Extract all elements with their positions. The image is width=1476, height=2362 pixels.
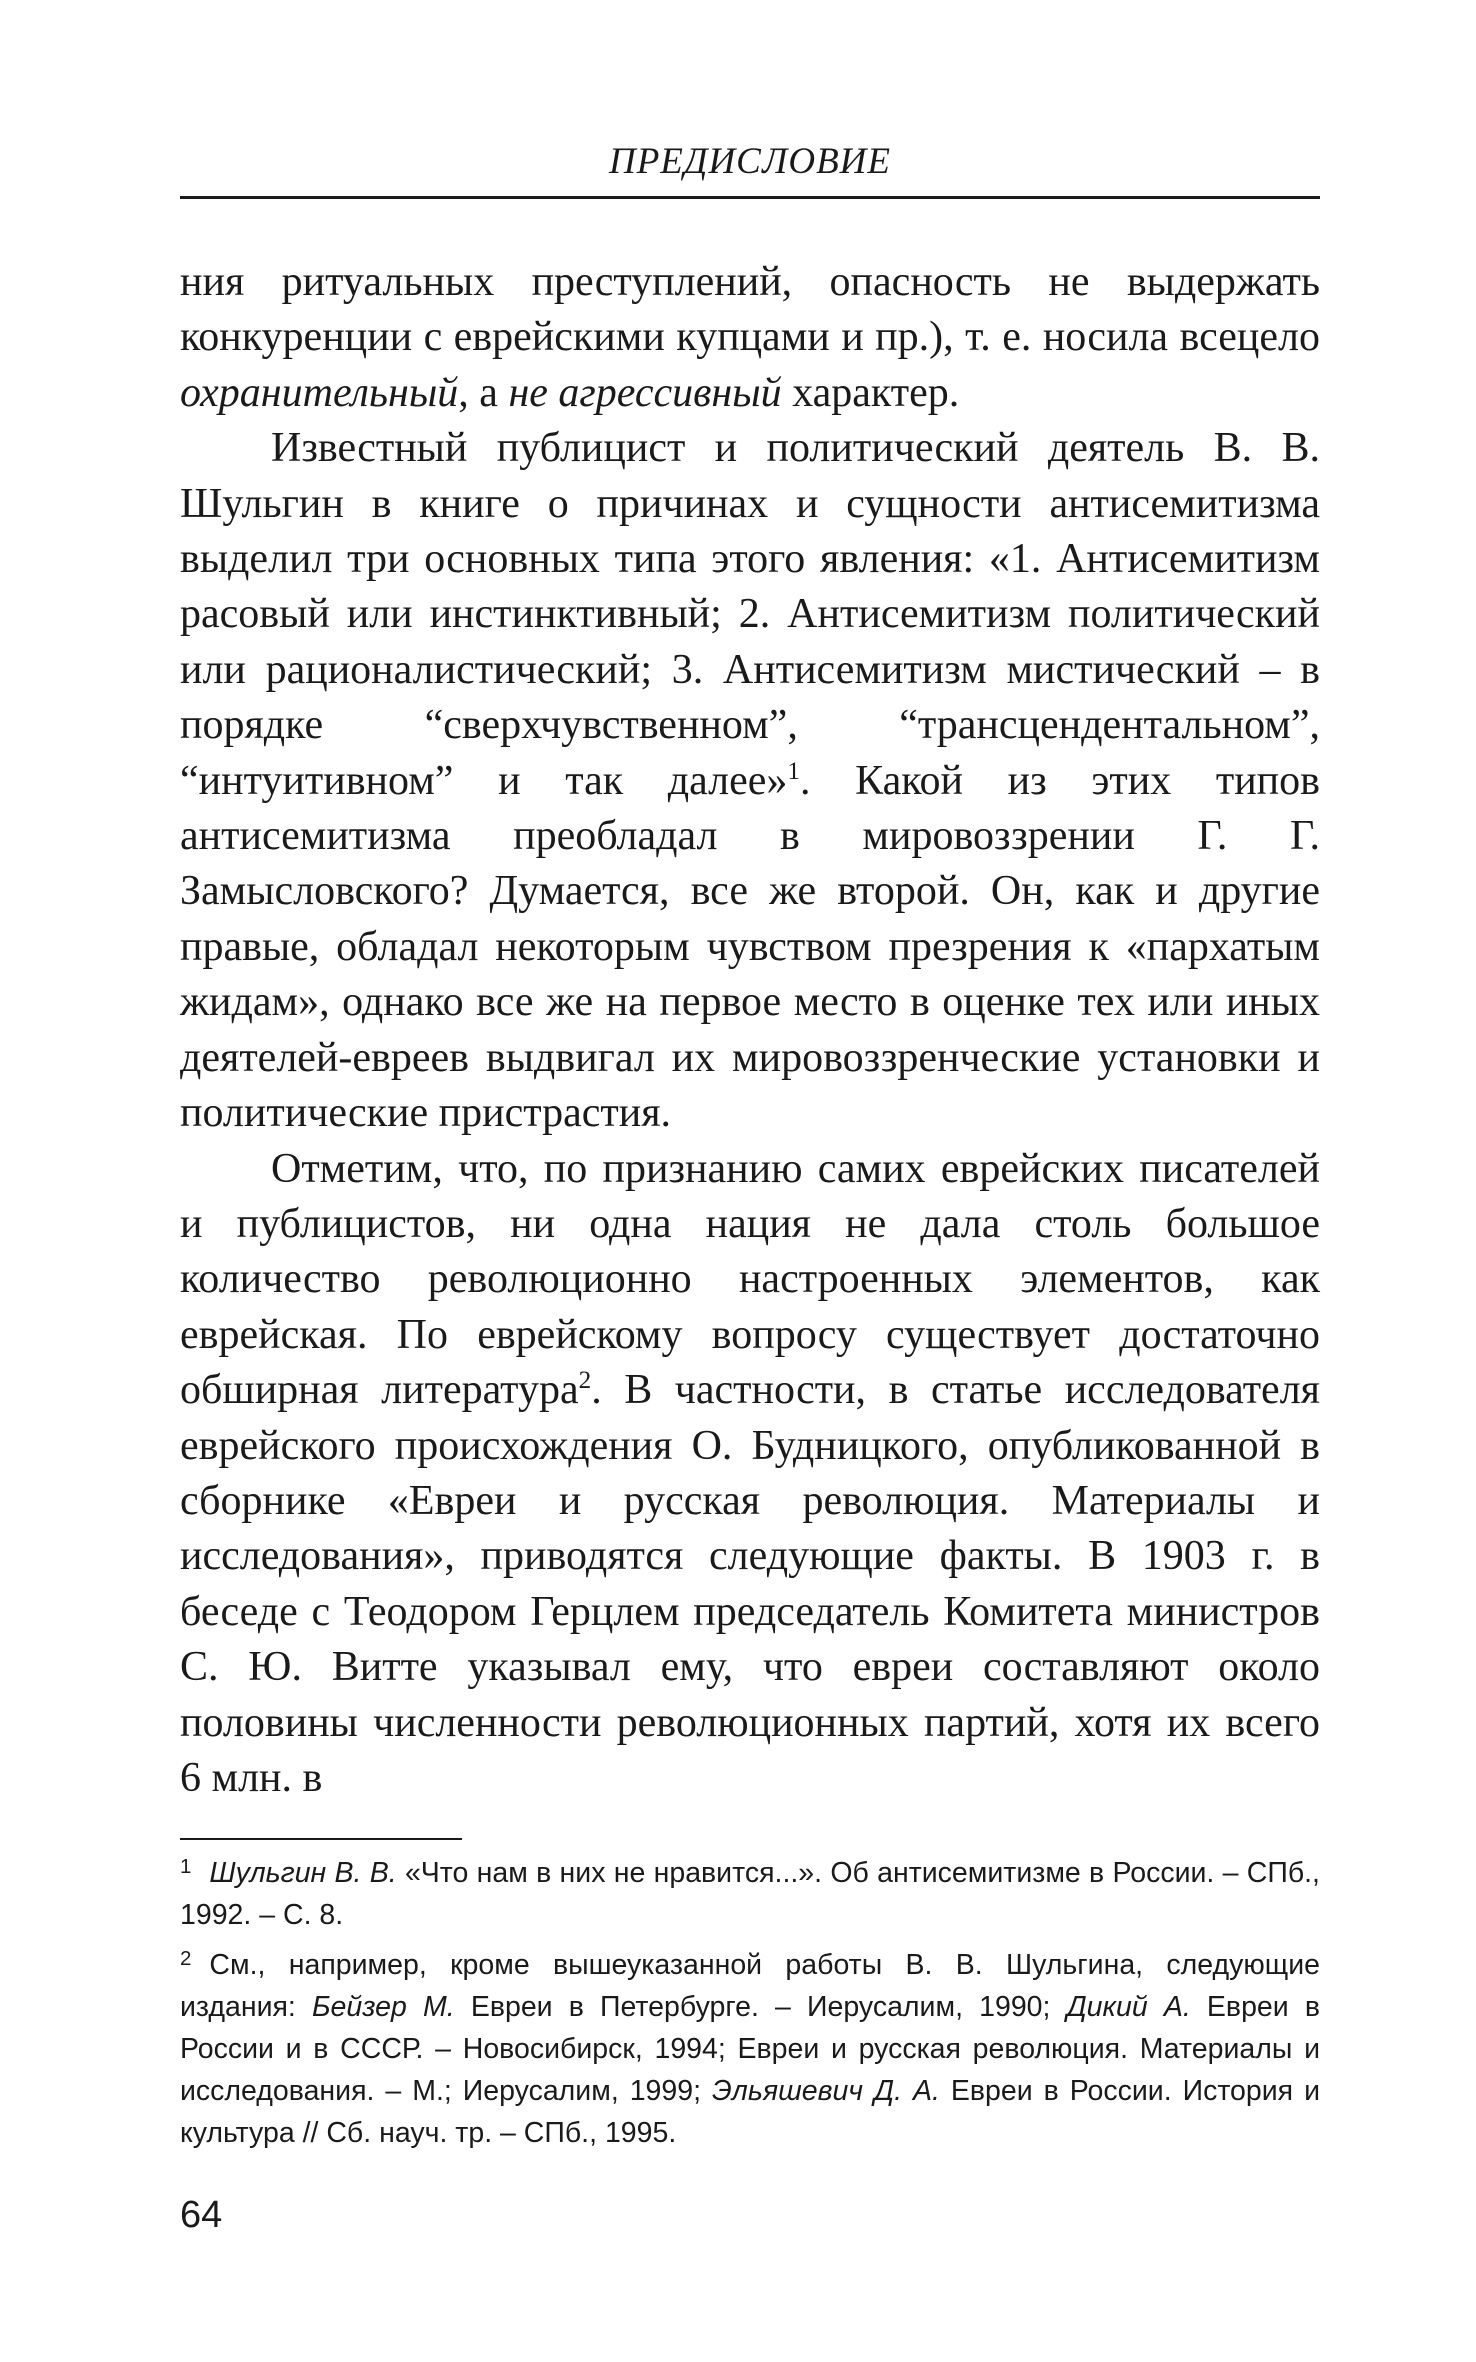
paragraph-2: Известный публицист и политический деятель В. В. Шульгин в книге о причинах и сущности антисемитизма выделил три основных типа этого явления: «1. Антисемитизм расовый или инстинктивный; 2. Антисемитизм политический или рационалистический; 3. Антисемитизм мистический – в порядке “сверхчувственном”, “трансцендентальном”, “интуитивном” и так далее»$^1$. Какой из этих типов антисемитизма преобладал в мировоззрении Г. Г. Замысловского? Думается, все же второй. Он, как и другие правые, обладал некоторым чувством презрения к «пархатым жидам», однако все же на первое место в оценке тех или иных деятелей-евреев выдвигал их мировоззренческие установки и политические пристрастия. — [180, 425, 1320, 1137]
footnote-author: Эльяшевич Д. А. — [712, 2075, 940, 2107]
running-head: ПРЕДИСЛОВИЕ — [608, 141, 891, 182]
footnote-author: Шульгин В. В. — [209, 1857, 397, 1889]
footnotes — [180, 1852, 1320, 2162]
footnote-mark: 1 — [180, 1854, 192, 1878]
body-text — [180, 255, 1320, 1806]
paragraph-1: ния ритуальных преступлений, опасность не выдержать конкуренции с еврейскими купцами и пр.), т. е. носила всецело охранительный, а не агрессивный характер. — [180, 259, 1320, 416]
page-number: 64 — [180, 2194, 223, 2236]
emphasis-text: охранительный — [180, 369, 459, 416]
footnote-ref[interactable]: 1 — [787, 757, 800, 785]
footnote-1: $^1$ Шульгин В. В. «Что нам в них не нравится...». Об антисемитизме в России. – СПб., 1992. – С. 8. — [180, 1854, 1320, 1931]
footnote-author: Дикий А. — [1066, 1991, 1191, 2023]
footnote-mark: 2 — [180, 1946, 192, 1970]
footnote-2: $^2$ См., например, кроме вышеуказанной работы В. В. Шульгина, следующие издания: Бейзер М. Евреи в Петербурге. – Иерусалим, 1990; Дикий А. Евреи в России и в СССР. – Новосибирск, 1994; Евреи и русская революция. Материалы и исследования. – М.; Иерусалим, 1999; Эльяшевич Д. А. Евреи в России. История и культура // Сб. науч. тр. – СПб., 1995. — [180, 1946, 1321, 2149]
paragraph-3: Отметим, что, по признанию самих еврейских писателей и публицистов, ни одна нация не дала столь большое количество революционно настроенных элементов, как еврейская. По еврейскому вопросу существует достаточно обширная литература$^2$. В частности, в статье исследователя еврейского происхождения О. Будницкого, опубликованной в сборнике «Евреи и русская революция. Материалы и исследования», приводятся следующие факты. В 1903 г. в беседе с Теодором Герцлем председатель Комитета министров С. Ю. Витте указывал ему, что евреи составляют около половины численности революционных партий, хотя их всего 6 млн. в — [180, 1145, 1320, 1801]
footnote-author: Бейзер М. — [312, 1991, 455, 2023]
emphasis-text: не агрессивный — [508, 369, 782, 416]
footnote-ref[interactable]: 2 — [578, 1367, 592, 1395]
header-rule — [180, 196, 1320, 199]
footnote-rule — [180, 1838, 462, 1840]
